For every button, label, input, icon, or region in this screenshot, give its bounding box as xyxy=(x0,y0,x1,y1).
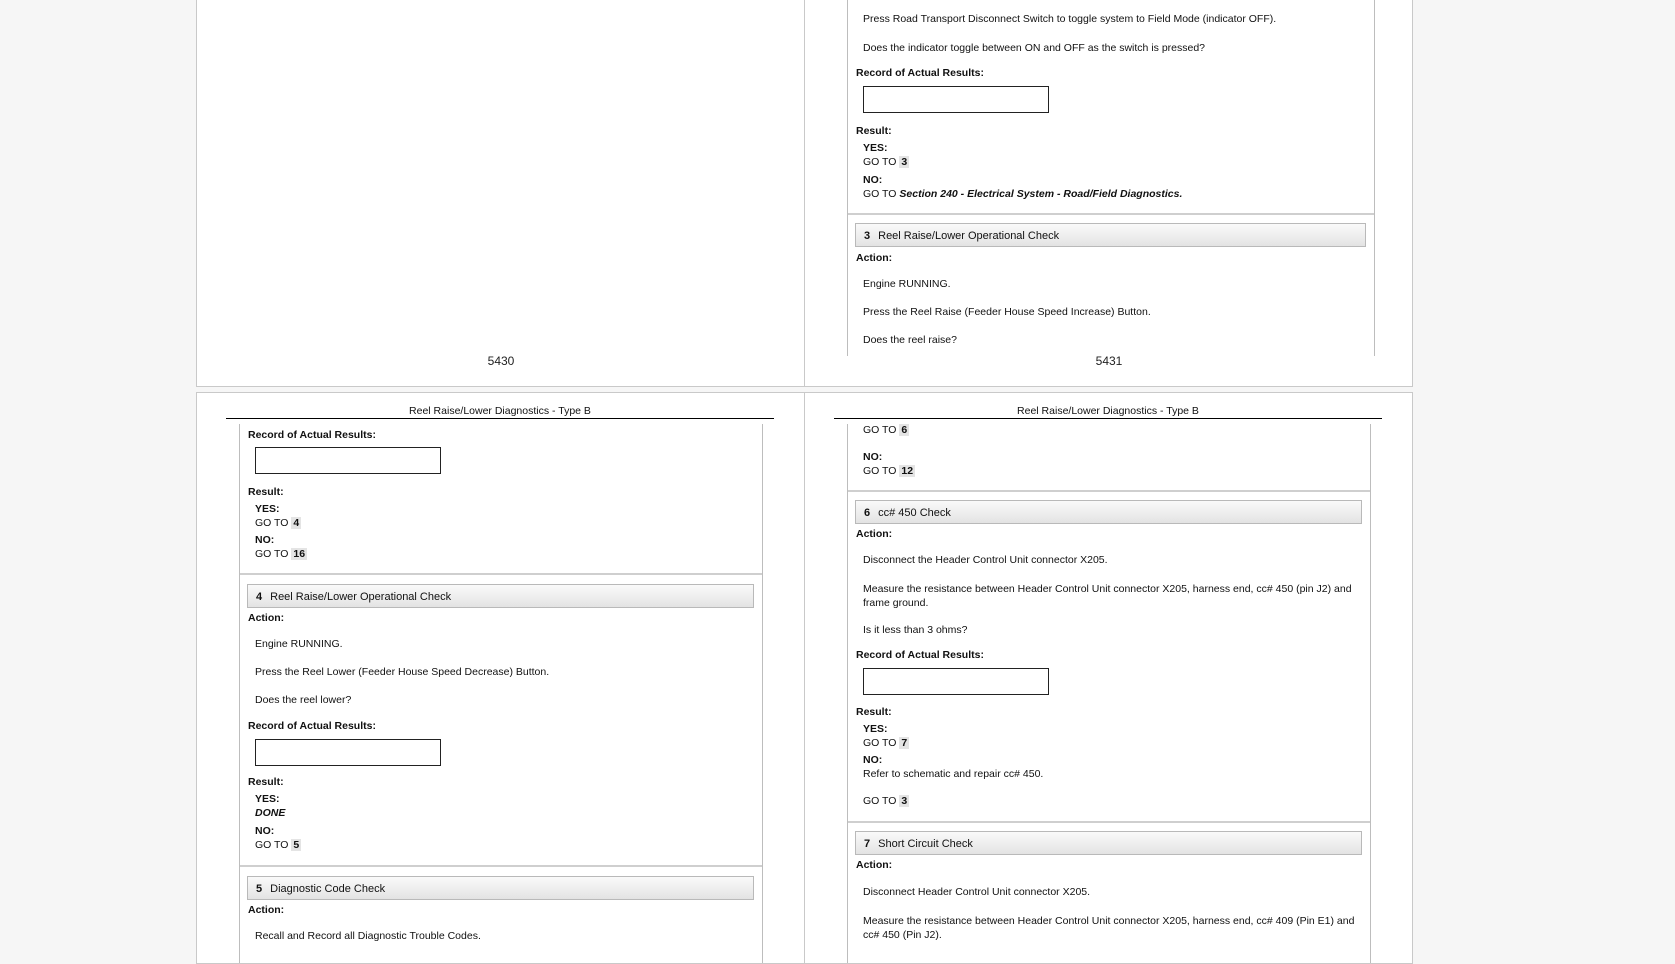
no-goto xyxy=(863,465,915,477)
question-line: Does the reel raise? xyxy=(863,334,957,346)
step-number: 5 xyxy=(256,883,263,895)
record-input[interactable] xyxy=(255,447,441,474)
action-label: Action: xyxy=(856,252,893,264)
action-label: Action: xyxy=(856,528,893,540)
step-5-header xyxy=(247,876,754,900)
goto-link[interactable]: 16 xyxy=(293,548,306,560)
goto-link[interactable]: 3 xyxy=(901,156,908,168)
no-goto xyxy=(255,548,307,560)
step-title: Reel Raise/Lower Operational Check xyxy=(270,591,452,603)
page-bottom-left xyxy=(196,392,805,964)
content-frame xyxy=(847,0,1375,356)
yes-label: YES: xyxy=(863,723,888,735)
question-line: Is it less than 3 ohms? xyxy=(863,624,968,636)
action-line: Press the Reel Lower (Feeder House Speed Decrease) Button. xyxy=(255,666,550,678)
page-number: 5431 xyxy=(1095,354,1123,368)
top-goto xyxy=(863,424,909,436)
no-label: NO: xyxy=(255,534,275,546)
step-title: Short Circuit Check xyxy=(878,838,973,850)
step-title: Diagnostic Code Check xyxy=(270,883,386,895)
record-label: Record of Actual Results: xyxy=(248,720,376,732)
goto-link[interactable]: 5 xyxy=(293,839,300,851)
action-line: Disconnect Header Control Unit connector X205. xyxy=(863,886,1091,898)
goto-link[interactable]: 7 xyxy=(901,737,908,749)
result-label: Result: xyxy=(248,486,284,498)
goto-link[interactable]: 12 xyxy=(901,465,914,477)
action-line: Press the Reel Raise (Feeder House Speed Increase) Button. xyxy=(863,306,1151,318)
action-label: Action: xyxy=(248,612,285,624)
goto-link[interactable]: 4 xyxy=(293,517,300,529)
result-label: Result: xyxy=(248,776,284,788)
step-number: 4 xyxy=(256,591,263,603)
action-line: Engine RUNNING. xyxy=(255,638,343,650)
question-line: Does the indicator toggle between ON and OFF as the switch is pressed? xyxy=(863,42,1206,54)
record-label: Record of Actual Results: xyxy=(856,67,984,79)
step-divider xyxy=(848,821,1370,823)
step-number: 6 xyxy=(864,507,871,519)
goto-link[interactable]: 6 xyxy=(901,424,908,436)
goto-text: GO TO xyxy=(863,737,897,749)
goto-text: GO TO xyxy=(863,465,897,477)
goto-text: GO TO xyxy=(863,424,897,436)
step-7-header xyxy=(855,831,1362,855)
yes-label: YES: xyxy=(255,503,280,515)
step-number: 3 xyxy=(864,230,871,242)
yes-goto xyxy=(863,737,909,749)
yes-label: YES: xyxy=(863,142,888,154)
action-label: Action: xyxy=(248,904,285,916)
record-input[interactable] xyxy=(863,668,1049,695)
page-number: 5430 xyxy=(487,354,515,368)
no-label: NO: xyxy=(863,174,883,186)
goto-text: GO TO xyxy=(863,156,897,168)
step-6-header xyxy=(855,500,1362,524)
running-header: Reel Raise/Lower Diagnostics - Type B xyxy=(226,405,774,419)
content-frame xyxy=(847,424,1371,964)
goto-link[interactable]: 3 xyxy=(901,795,908,807)
record-label: Record of Actual Results: xyxy=(856,649,984,661)
record-label: Record of Actual Results: xyxy=(248,429,376,441)
result-label: Result: xyxy=(856,706,892,718)
running-header: Reel Raise/Lower Diagnostics - Type B xyxy=(834,405,1382,419)
no-label: NO: xyxy=(863,754,883,766)
no-label: NO: xyxy=(863,451,883,463)
step-3-header xyxy=(855,223,1366,247)
step-title: Reel Raise/Lower Operational Check xyxy=(878,230,1060,242)
goto-text: GO TO xyxy=(255,517,289,529)
goto-text: GO TO xyxy=(255,839,289,851)
yes-label: YES: xyxy=(255,793,280,805)
step-divider xyxy=(848,490,1370,492)
content-frame xyxy=(239,424,763,964)
step-divider xyxy=(240,865,762,867)
action-line: Engine RUNNING. xyxy=(863,278,951,290)
page-bottom-right xyxy=(804,392,1413,964)
question-line: Does the reel lower? xyxy=(255,694,352,706)
yes-goto xyxy=(863,156,909,168)
action-label: Action: xyxy=(856,859,893,871)
section-link[interactable]: Section 240 - Electrical System - Road/Field Diagnostics. xyxy=(899,188,1183,200)
goto-text: GO TO xyxy=(863,188,897,200)
step-number: 7 xyxy=(864,838,871,850)
action-line: Measure the resistance between Header Control Unit connector X205, harness end, cc# 409 (Pin E1) and cc# 450 (Pin J2). xyxy=(863,915,1355,941)
record-input[interactable] xyxy=(863,86,1049,113)
step-divider xyxy=(240,573,762,575)
action-line: Recall and Record all Diagnostic Trouble Codes. xyxy=(255,930,481,942)
step-divider xyxy=(848,213,1374,215)
done-text: DONE xyxy=(255,807,286,819)
no-label: NO: xyxy=(255,825,275,837)
no-goto xyxy=(255,839,301,851)
record-input[interactable] xyxy=(255,739,441,766)
goto-text: GO TO xyxy=(255,548,289,560)
no-goto xyxy=(863,188,1182,200)
action-line: Disconnect the Header Control Unit connector X205. xyxy=(863,554,1108,566)
no-goto xyxy=(863,795,909,807)
page-5431 xyxy=(804,0,1413,387)
step-4-header xyxy=(247,584,754,608)
no-text: Refer to schematic and repair cc# 450. xyxy=(863,768,1044,780)
yes-goto xyxy=(255,517,301,529)
result-label: Result: xyxy=(856,125,892,137)
action-line: Measure the resistance between Header Control Unit connector X205, harness end, cc# 450 (pin J2) and frame ground. xyxy=(863,583,1352,609)
page-5430 xyxy=(196,0,805,387)
instruction-line: Press Road Transport Disconnect Switch to toggle system to Field Mode (indicator OFF). xyxy=(863,13,1277,25)
goto-text: GO TO xyxy=(863,795,897,807)
step-title: cc# 450 Check xyxy=(878,507,951,519)
